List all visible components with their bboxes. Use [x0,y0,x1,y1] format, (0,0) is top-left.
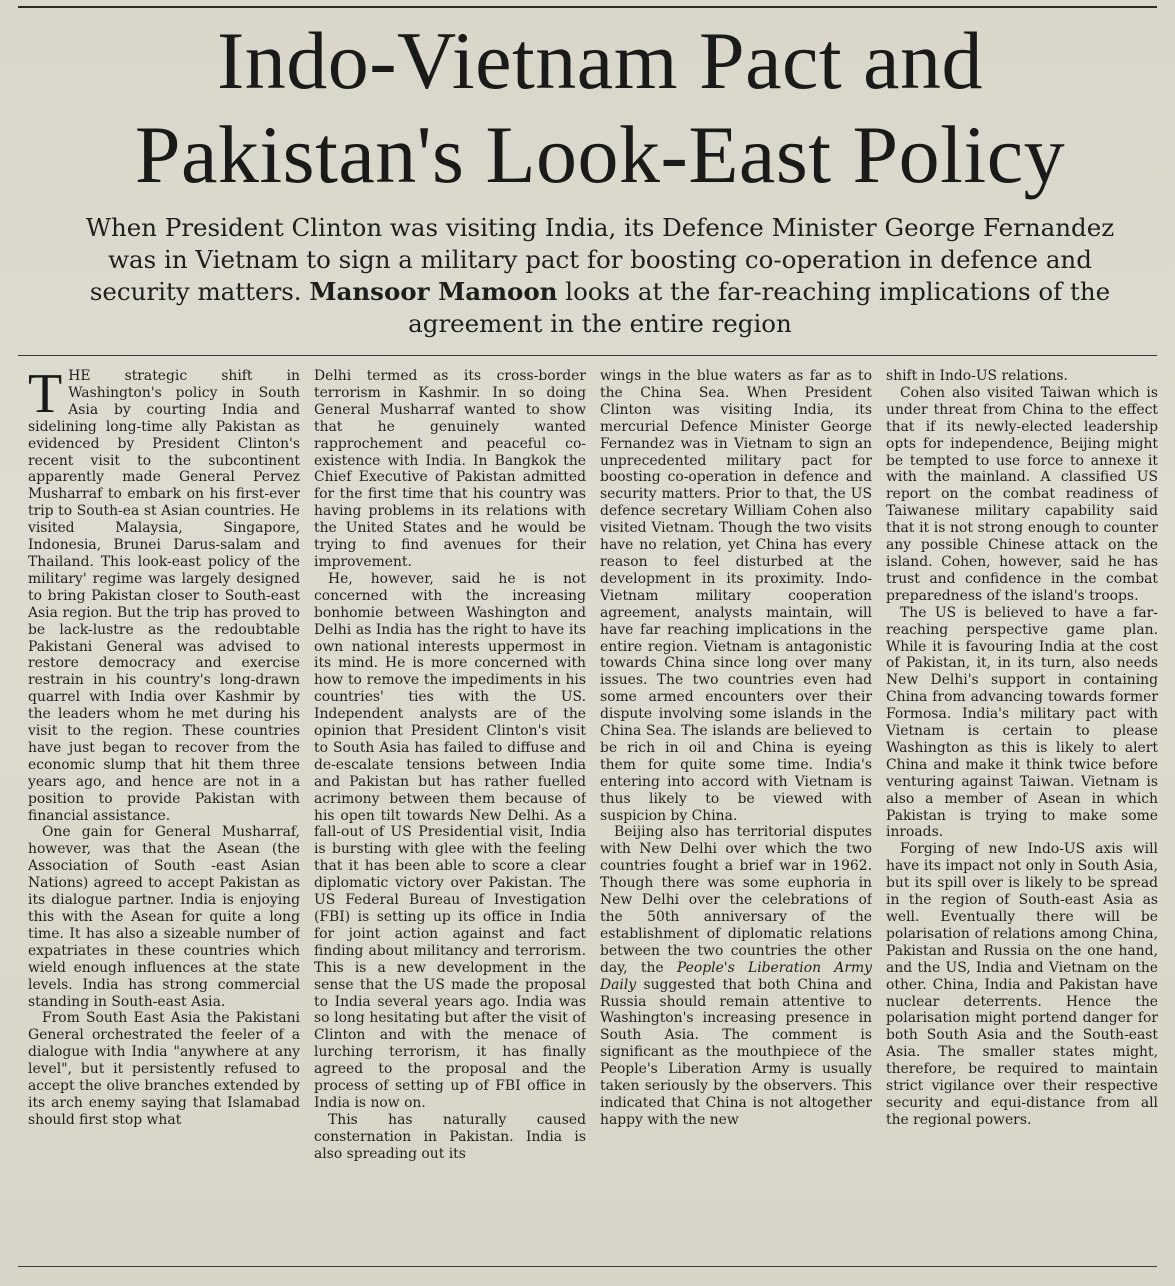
headline-line-2: Pakistan's Look-East Policy [134,109,1066,200]
paragraph: He, however, said he is not concerned with the increasing bonhomie between Washington and Delhi as India has the right to have its own national interests uppermost in its mind. He is more concerned with how to remove the impediments in his countries' ties with the US. Independent analysts are of the opinion that President Clinton's visit to South Asia has failed to diffuse and de-escalate tensions between India and Pakistan but has rather fuelled acrimony between them because of his open tilt towards New Delhi. As a fall-out of US Presidential visit, India is bursting with glee with the feeling that it has been able to score a clear diplomatic victory over Pakistan. The US Federal Bureau of Investigation (FBI) is setting up its office in India for joint action against and fact finding about militancy and terrorism. This is a new development in the sense that the US made the proposal to India several years ago. India was so long hesitating but after the visit of Clinton and with the menace of lurching terrorism, it has finally agreed to the proposal and the process of setting up of FBI office in India is now on. [314,570,586,1111]
standfirst-lead: When President Clinton was visiting India, its Defence Minister George Fernandez was in Vietnam to sign a military pact for boosting co-operation in defence and security matters. [85,213,1115,306]
paragraph: wings in the blue waters as far as to the China Sea. When President Clinton was visiting India, its mercurial Defence Minister George Fernandez was in Vietnam to sign an unprecedented military pact for boosting co-operation in defence and security matters. Prior to that, the US defence secretary William Cohen also visited Vietnam. Though the two visits have no relation, yet China has every reason to feel disturbed at the development in its proximity. Indo-Vietnam military cooperation agreement, analysts maintain, will have far reaching implications in the entire region. Vietnam is antagonistic towards China since long over many issues. The two countries even had some armed encounters over their dispute involving some islands in the China Sea. The islands are believed to be rich in oil and China is eyeing them for quite some time. India's entering into accord with Vietnam is thus likely to be viewed with suspicion by China. [600,368,872,824]
paragraph-text: Beijing also has territorial disputes with New Delhi over which the two countries fought a brief war in 1962. Though there was some euphoria in New Delhi over the celebrations of the 50th anniversary of the establishment of diplomatic relations between the two countries the other day, the [600,824,872,976]
column-1 [28,368,300,1258]
paragraph-text: HE strategic shift in Washington's policy in South Asia by courting India and sidelining long-time ally Pakistan as evidenced by President Clinton's recent visit to the subcontinent apparently made General Pervez Musharraf to embark on his first-ever trip to South-ea st Asian countries. He visited Malaysia, Singapore, Indonesia, Brunei Darus-salam and Thailand. This look-east policy of the military' regime was largely designed to bring Pakistan closer to South-east Asia region. But the trip has proved to be lack-lustre as the redoubtable Pakistani General was advised to restore democracy and exercise restrain in his country's long-drawn quarrel with India over Kashmir by the leaders whom he met during his visit to the region. These countries have just began to recover from the economic slump that hit them three years ago, and hence are not in a position to provide Pakistan with financial assistance. [28,368,300,824]
bottom-rule [18,1266,1157,1267]
column-4 [886,368,1158,1258]
column-2 [314,368,586,1258]
paragraph-text: suggested that both China and Russia should remain attentive to Washington's increasing presence in South Asia. The comment is significant as the mouthpiece of the People's Liberation Army is usually taken seriously by the observers. This indicated that China is not altogether happy with the new [600,976,872,1128]
headline-line-1: Indo-Vietnam Pact and [216,15,984,106]
deck-rule [18,355,1157,356]
paragraph: shift in Indo-US relations. [886,368,1068,384]
paragraph: This has naturally caused consternation in Pakistan. India is also spreading out its [314,1111,586,1162]
byline-author: Mansoor Mamoon [309,277,558,306]
paragraph [600,824,872,1128]
paragraph: From South East Asia the Pakistani General orchestrated the feeler of a dialogue with India "anywhere at any level", but it persistently refused to accept the olive branches extended by its arch enemy saying that Islamabad should first stop what [28,1010,300,1128]
newspaper-title: People's Liberation Army Daily [600,959,872,993]
paragraph: The US is believed to have a far-reaching perspective game plan. While it is favouring India at the cost of Pakistan, it, in its turn, also needs New Delhi's support in containing China from advancing towards former Formosa. India's military pact with Vietnam is certain to please Washington as this is likely to alert China and make it think twice before venturing against Taiwan. Vietnam is also a member of Asean in which Pakistan is trying to make some inroads. [886,604,1158,841]
drop-cap: T [28,368,63,425]
paragraph: Delhi termed as its cross-border terrorism in Kashmir. In so doing General Musharraf wanted to show that he genuinely wanted rapprochement and peaceful co-existence with India. In Bangkok the Chief Executive of Pakistan admitted for the first time that his country was having problems in its relations with the United States and he would be trying to find avenues for their improvement. [314,368,586,570]
paragraph: One gain for General Musharraf, however, was that the Asean (the Association of South -east Asian Nations) agreed to accept Pakistan as its dialogue partner. India is enjoying this with the Asean for quite a long time. It has also a sizeable number of expatriates in these countries which wield enough influences at the state levels. India has strong commercial standing in South-east Asia. [28,824,300,1010]
article-body [28,368,1158,1258]
column-3 [600,368,872,1258]
paragraph: Forging of new Indo-US axis will have its impact not only in South Asia, but its spill over is likely to be spread in the region of South-east Asia as well. Eventually there will be polarisation of relations among China, Pakistan and Russia on the one hand, and the US, India and Vietnam on the other. China, India and Pakistan have nuclear deterrents. Hence the polarisation might portend danger for both South Asia and the South-east Asia. The smaller states might, therefore, be required to maintain strict vigilance over their respective security and equi-distance from all the regional powers. [886,841,1158,1128]
standfirst-tail: looks at the far-reaching implications of the agreement in the entire region [408,277,1111,338]
top-rule [18,6,1157,8]
standfirst [70,212,1130,340]
paragraph [28,368,300,824]
paragraph: Cohen also visited Taiwan which is under threat from China to the effect that if its newly-elected leadership opts for independence, Beijing might be tempted to use force to annexe it with the mainland. A classified US report on the combat readiness of Taiwanese military capability said that it is not strong enough to counter any possible Chinese attack on the island. Cohen, however, said he has trust and confidence in the combat preparedness of the island's troops. [886,384,1158,604]
headline [60,14,1140,202]
